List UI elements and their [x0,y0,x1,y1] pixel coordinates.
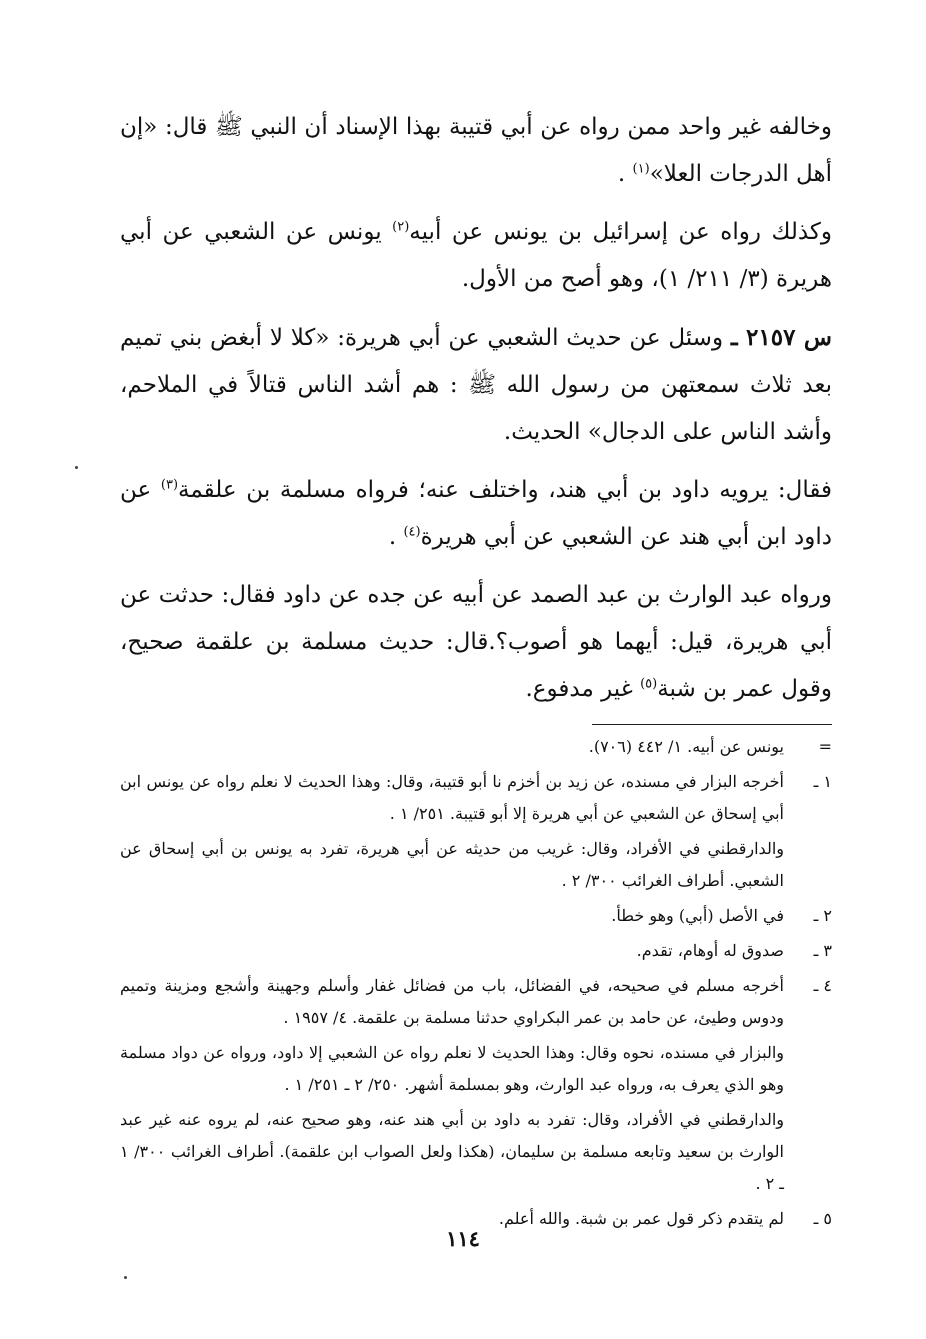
footnote-1 [120,766,832,900]
body-paragraph-5: ورواه عبد الوارث بن عبد الصمد عن أبيه عن جده عن داود فقال: حدثت عن أبي هريرة، قيل: أيهما هو أصوب؟.قال: حديث مسلمة بن علقمة صحيح، وقول عمر بن شبة$^{(٥)}$ غير مدفوع. [120,582,832,702]
footnote-number: ٥ ـ [813,1209,832,1228]
footnote-number: ٤ ـ [813,976,832,995]
footnote-number: ١ ـ [813,772,832,791]
footnotes [120,731,832,1238]
footnote-text: أخرجه البزار في مسنده، عن زيد بن أخزم نا أبو قتيبة، وقال: وهذا الحديث لا نعلم رواه عن يونس ابن أبي إسحاق عن الشعبي عن أبي هريرة إلا أبو قتيبة. ٢٥١/ ١ . [120,772,784,823]
footnote-ref-4: (٤) [403,524,421,540]
footnote-number: ٢ ـ [813,906,832,925]
footnote-number: ٣ ـ [813,941,832,960]
body-paragraph-4: فقال: يرويه داود بن أبي هند، واختلف عنه؛ فرواه مسلمة بن علقمة$^{(٣)}$ عن داود ابن أبي هند عن الشعبي عن أبي هريرة$^{(٤)}$ . [120,477,833,550]
footnote-text: أخرجه مسلم في صحيحه، في الفضائل، باب من فضائل غفار وأسلم وجهينة وأشجع ومزينة وتميم ودوس وطيئ، عن حامد بن عمر البكراوي حدثنا مسلمة بن علقمة. ٤/ ١٩٥٧ . [120,976,784,1027]
footnote-continuation [120,731,832,766]
footnote-ref-1: (١) [632,161,650,177]
footnote-text: والبزار في مسنده، نحوه وقال: وهذا الحديث لا نعلم رواه عن الشعبي إلا داود، ورواه عن دواد مسلمة وهو الذي يعرف به، ورواه عبد الوارث، وهو بمسلمة أشهر. ٢٥٠/ ٢ ـ ٢٥١/ ١ . [120,1043,784,1094]
scan-speck [75,466,78,469]
footnote-ref-2: (٢) [392,219,410,235]
body-paragraph-2: وكذلك رواه عن إسرائيل بن يونس عن أبيه$^{(٢)}$ يونس عن الشعبي عن أبي هريرة (٣/ ٢١١/ ١)، وهو أصح من الأول. [120,219,832,292]
footnote-separator [592,724,832,725]
footnote-text: في الأصل (أبي) وهو خطأ. [611,906,784,925]
question-number: س ٢١٥٧ ـ [730,324,832,351]
footnote-text: والدارقطني في الأفراد، وقال: تفرد به داود بن أبي هند عنه، وهو صحيح عنه، لم يروه عنه غير عبد الوارث بن سعيد وتابعه مسلمة بن سليمان، (هكذا ولعل الصواب ابن علقمة). أطراف الغرائب ٣٠٠/ ١ ـ ٢ . [120,1110,785,1193]
body-paragraph-1: وخالفه غير واحد ممن رواه عن أبي قتيبة بهذا الإسناد أن النبي ﷺ قال: «إن أهل الدرجات العلا»$^{(١)}$ . [120,114,832,187]
footnote-number: = [818,737,832,756]
footnote-ref-3: (٣) [160,477,179,493]
scan-speck [124,1276,127,1279]
page-content [120,104,832,1238]
footnote-text: يونس عن أبيه. ١/ ٤٤٢ (٧٠٦). [588,737,784,756]
footnote-ref-5: (٥) [640,676,658,692]
footnote-text: والدارقطني في الأفراد، وقال: غريب من حديثه عن أبي هريرة، تفرد به يونس بن أبي إسحاق عن الشعبي. أطراف الغرائب ٣٠٠/ ٢ . [120,839,784,890]
footnote-text: لم يتقدم ذكر قول عمر بن شبة. والله أعلم. [498,1209,784,1228]
footnote-text: صدوق له أوهام، تقدم. [636,941,784,960]
footnote-4 [120,970,832,1203]
question-paragraph: س ٢١٥٧ ـ وسئل عن حديث الشعبي عن أبي هريرة: «كلا لا أبغض بني تميم بعد ثلاث سمعتهن من رسول الله ﷺ : هم أشد الناس قتالاً في الملاحم، وأشد الناس على الدجال» الحديث. [120,324,832,445]
page-number: ١١٤ [446,1226,480,1251]
footnote-3 [120,935,832,970]
footnote-2 [120,900,832,935]
